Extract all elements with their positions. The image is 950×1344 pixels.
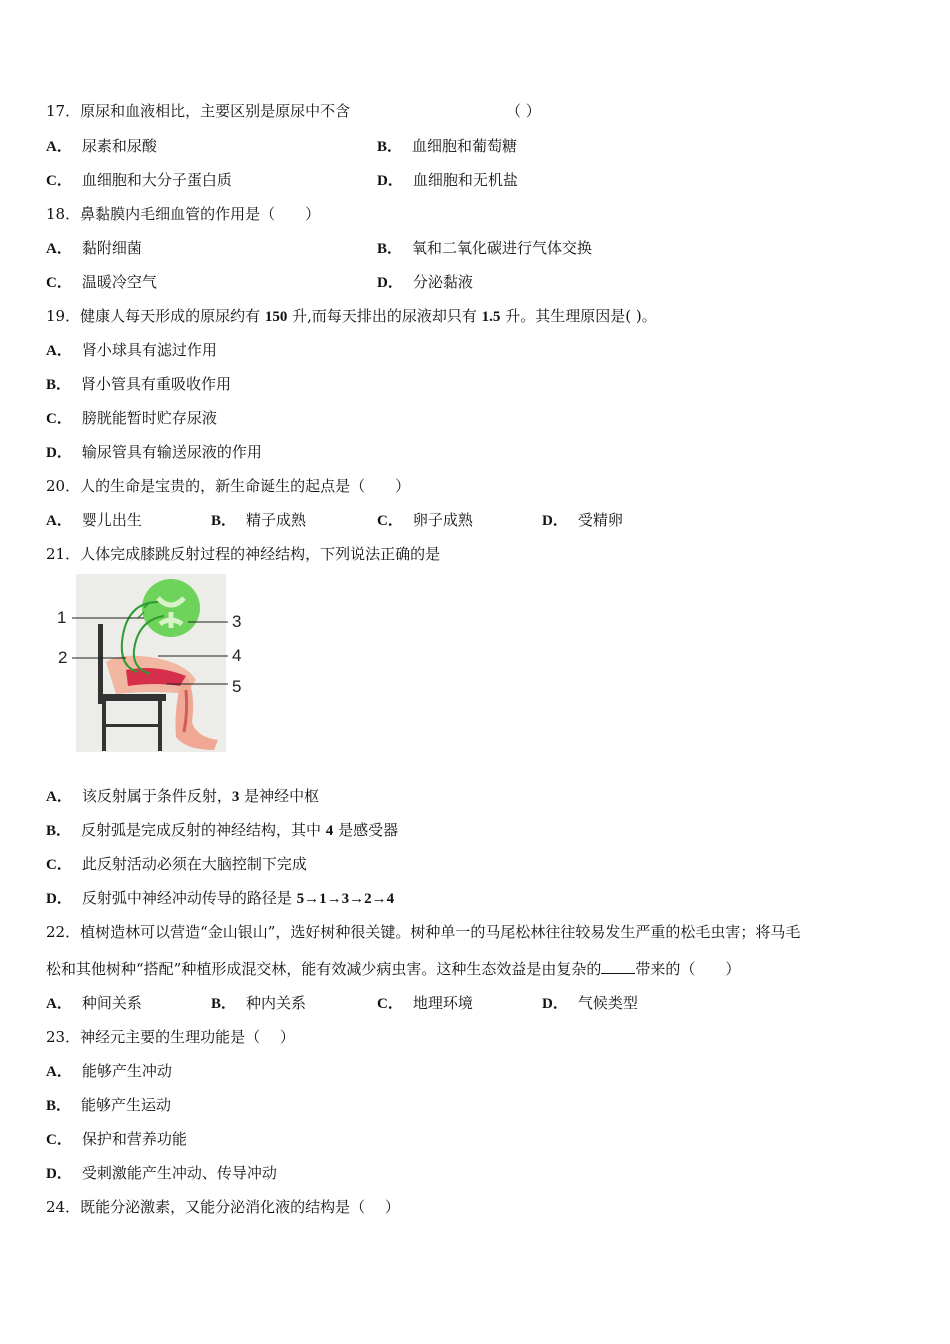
question-19-stem: 19．健康人每天形成的原尿约有 150 升,而每天排出的尿液却只有 1.5 升。其生理原因是( )。 (46, 307, 657, 325)
q22-option-b[interactable]: B． 种内关系 (211, 994, 307, 1012)
figure-label-5: 5 (232, 677, 242, 696)
q20-option-d[interactable]: D． 受精卵 (542, 511, 623, 529)
q19-option-a[interactable]: A． 肾小球具有滤过作用 (46, 341, 217, 359)
q17-option-c[interactable]: C． 血细胞和大分子蛋白质 (46, 171, 232, 189)
q20-option-c[interactable]: C． 卵子成熟 (377, 511, 473, 529)
q23-option-d[interactable]: D． 受刺激能产生冲动、传导冲动 (46, 1164, 277, 1182)
q21-option-c[interactable]: C． 此反射活动必须在大脑控制下完成 (46, 855, 307, 873)
q18-option-b[interactable]: B． 氧和二氧化碳进行气体交换 (377, 239, 593, 257)
q20-option-b[interactable]: B． 精子成熟 (211, 511, 307, 529)
q20-option-a[interactable]: A． 婴儿出生 (46, 511, 142, 529)
question-21-stem: 21．人体完成膝跳反射过程的神经结构，下列说法正确的是 (46, 545, 441, 563)
question-24-stem: 24．既能分泌激素，又能分泌消化液的结构是（ ） (46, 1198, 400, 1216)
q19-option-b[interactable]: B． 肾小管具有重吸收作用 (46, 375, 232, 393)
question-23-stem: 23．神经元主要的生理功能是（ ） (46, 1028, 295, 1046)
q18-option-a[interactable]: A． 黏附细菌 (46, 239, 142, 257)
q22-option-a[interactable]: A． 种间关系 (46, 994, 142, 1012)
question-17-paren: （ ） (506, 102, 541, 120)
knee-jerk-reflex-figure (46, 572, 256, 754)
q18-option-d[interactable]: D． 分泌黏液 (377, 273, 473, 291)
figure-label-4: 4 (232, 646, 242, 665)
answer-blank[interactable] (601, 959, 635, 974)
q18-option-c[interactable]: C． 温暖冷空气 (46, 273, 157, 291)
q23-option-c[interactable]: C． 保护和营养功能 (46, 1130, 187, 1148)
q21-option-d[interactable]: D． 反射弧中神经冲动传导的路径是 5→1→3→2→4 (46, 889, 395, 907)
q19-option-d[interactable]: D． 输尿管具有输送尿液的作用 (46, 443, 262, 461)
q21-option-a[interactable]: A． 该反射属于条件反射，3 是神经中枢 (46, 787, 320, 805)
q23-option-a[interactable]: A． 能够产生冲动 (46, 1062, 172, 1080)
figure-label-3: 3 (232, 612, 242, 631)
question-18-stem: 18．鼻黏膜内毛细血管的作用是（ ） (46, 205, 321, 223)
q21-option-b[interactable]: B． 反射弧是完成反射的神经结构，其中 4 是感受器 (46, 821, 399, 839)
q23-option-b[interactable]: B． 能够产生运动 (46, 1096, 172, 1114)
question-22-stem-line1: 22．植树造林可以营造“金山银山”，选好树种很关键。树种单一的马尾松林往往较易发生严重的松毛虫害；将马毛 (46, 923, 801, 941)
q22-option-d[interactable]: D． 气候类型 (542, 994, 638, 1012)
q19-option-c[interactable]: C． 膀胱能暂时贮存尿液 (46, 409, 217, 427)
q17-option-b[interactable]: B． 血细胞和葡萄糖 (377, 137, 518, 155)
q17-option-a[interactable]: A． 尿素和尿酸 (46, 137, 157, 155)
question-20-stem: 20．人的生命是宝贵的，新生命诞生的起点是（ ） (46, 477, 411, 495)
q22-option-c[interactable]: C． 地理环境 (377, 994, 473, 1012)
question-22-stem-line2: 松和其他树种“搭配”种植形成混交林，能有效减少病虫害。这种生态效益是由复杂的 带来的（ ） (46, 960, 741, 978)
question-17-stem: 17．原尿和血液相比，主要区别是原尿中不含 (46, 102, 351, 120)
q17-option-d[interactable]: D． 血细胞和无机盐 (377, 171, 518, 189)
spinal-cord-icon (142, 579, 200, 637)
figure-label-1: 1 (57, 608, 67, 627)
figure-label-2: 2 (58, 648, 68, 667)
